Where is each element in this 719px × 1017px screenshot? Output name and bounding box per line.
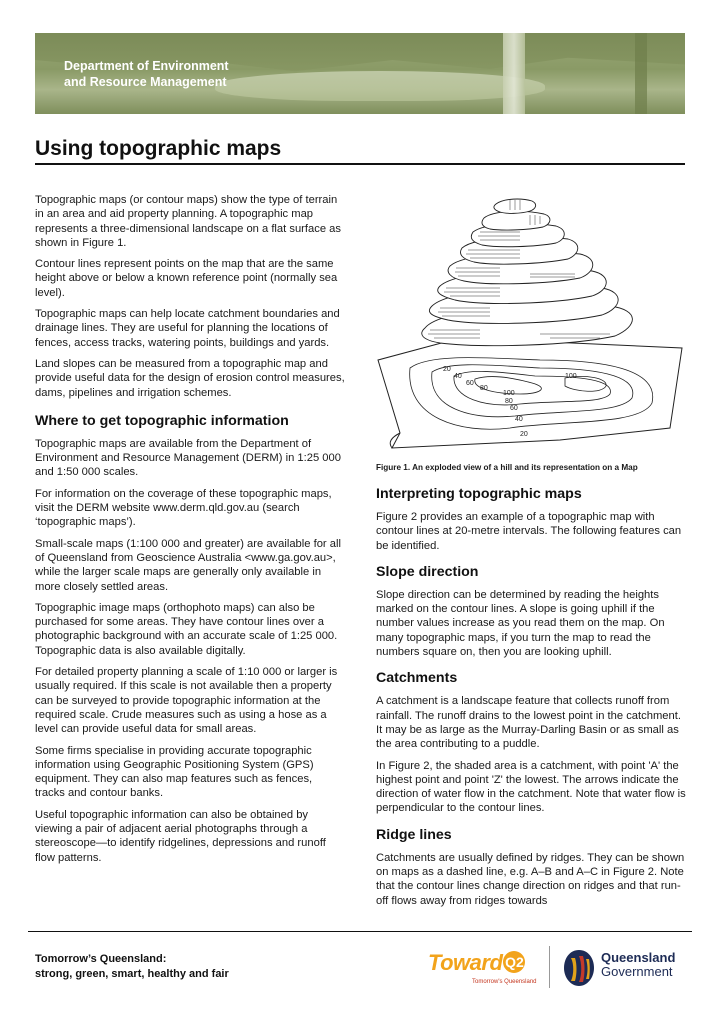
banner-tree-trunk (503, 33, 525, 114)
toward-q2-logo (428, 950, 537, 990)
left-column (35, 193, 345, 872)
contour-label: 40 (454, 373, 462, 380)
q2-badge: Q2 (503, 951, 525, 973)
logo-divider (549, 946, 550, 988)
where-paragraph: For information on the coverage of these topographic maps, visit the DERM website www.derm.qld.gov.au (search ‘topographic maps’). (35, 487, 332, 529)
hill-layers (422, 199, 633, 346)
contour-label: 60 (466, 380, 474, 387)
section-heading-ridge: Ridge lines (376, 826, 452, 843)
intro-paragraph: Topographic maps (or contour maps) show the type of terrain in an area and aid property planning. A topographic map represents a three-dimensional landscape on a flat surface as shown in Figure 1. (35, 194, 341, 249)
figure-caption: Figure 1. An exploded view of a hill and its representation on a Map (376, 463, 638, 472)
department-name (64, 58, 229, 90)
queensland-crest-icon (562, 948, 596, 988)
department-name-line2: and Resource Management (64, 75, 227, 89)
footer-slogan (35, 952, 229, 982)
contour-label: 20 (443, 366, 451, 373)
catchment-paragraph: A catchment is a landscape feature that collects runoff from rainfall. The runoff drains to the lowest point in the catchment. It may be as large as the Murray-Darling Basin or as small as the area contributing to a puddle. (376, 695, 681, 751)
section-heading-where: Where to get topographic information (35, 412, 289, 429)
map-sheet (378, 338, 682, 448)
section-heading-slope: Slope direction (376, 563, 479, 580)
intro-paragraph: Topographic maps can help locate catchment boundaries and drainage lines. They are useful for planning the locations of fences, access tracks, watering points, buildings and yards. (35, 308, 340, 349)
where-paragraph: Topographic image maps (orthophoto maps) can also be purchased for some areas. They have contour lines over a photographic background with an accurate scale of 1:25 000. Topographic data is also available digitally. (35, 601, 338, 657)
banner-river (215, 71, 545, 101)
department-name-line1: Department of Environment (64, 59, 229, 73)
page-title: Using topographic maps (35, 137, 282, 160)
section-heading-catchments: Catchments (376, 670, 458, 687)
where-paragraph: For detailed property planning a scale of 1:10 000 or larger is usually required. If this scale is not available then a property can be surveyed to provide topographic information at the required scale. Crude measures such as using a hose as a level can provide useful data for small areas. (35, 666, 338, 736)
where-paragraph: Topographic maps are available from the Department of Environment and Resource Management (DERM) in 1:25 000 and 1:50 000 scales. (35, 437, 341, 479)
header-banner (35, 33, 685, 114)
where-paragraph: Some firms specialise in providing accurate topographic information using Geographic Positioning System (GPS) equipment. They can also map features such as fences, tracks and contour banks. (35, 744, 314, 800)
slogan-line2: strong, green, smart, healthy and fair (35, 968, 229, 980)
slope-paragraph: Slope direction can be determined by reading the heights marked on the contour lines. A slope is going uphill if the number values increase as you read them on the map. On many topographic maps, if you turn the map to read the numbers square on, then you are looking uphill. (376, 588, 665, 659)
contour-label: 80 (480, 385, 488, 392)
contour-label: 40 (515, 416, 523, 423)
interpreting-paragraph: Figure 2 provides an example of a topographic map with contour lines at 20-metre intervals. The following features can be identified. (376, 511, 682, 552)
slogan-line1: Tomorrow’s Queensland: (35, 953, 167, 965)
toward-tagline: Tomorrow's Queensland (472, 979, 537, 985)
title-rule (35, 163, 685, 165)
intro-paragraph: Contour lines represent points on the map that are the same height above or below a known reference point (normally sea level). (35, 258, 338, 299)
contour-label: 100 (565, 373, 577, 380)
ridge-paragraph: Catchments are usually defined by ridges. They can be shown on maps as a dashed line, e.g. A–B and A–C in Figure 2. Note that the contour lines change direction on ridges and that run-off flows away from ridges towards (376, 851, 685, 907)
right-column (376, 462, 688, 915)
hill-layer (482, 211, 550, 230)
toward-word: Toward (428, 950, 503, 975)
figure-exploded-hill (370, 188, 688, 458)
qg-line1: Queensland (601, 950, 676, 965)
catchment-paragraph: In Figure 2, the shaded area is a catchment, with point 'A' the highest point and point 'Z' the lowest. The arrows indicate the direction of water flow in the catchment. Note that water flow is perpendicular to the contour lines. (376, 759, 686, 815)
intro-paragraph: Land slopes can be measured from a topographic map and provide useful data for the design of erosion control measures, dams, pipelines and irrigation schemes. (35, 357, 345, 399)
qg-line2: Government (601, 964, 673, 979)
queensland-government-wordmark (601, 951, 675, 979)
contour-label: 100 (503, 390, 515, 397)
where-paragraph: Small-scale maps (1:100 000 and greater) are available for all of Queensland from Geoscience Australia <www.ga.gov.au>, while the larger scale maps are generally only available in more closely settled areas. (35, 537, 341, 593)
footer-rule (28, 931, 692, 932)
contour-label: 20 (520, 431, 528, 438)
contour-label: 60 (510, 405, 518, 412)
contour-label: 80 (505, 398, 513, 405)
where-paragraph: Useful topographic information can also be obtained by viewing a pair of adjacent aerial photographs through a stereoscope—to identify ridgelines, depressions and runoff flow patterns. (35, 808, 326, 864)
section-heading-interpreting: Interpreting topographic maps (376, 486, 582, 502)
banner-tree-trunk (635, 33, 647, 114)
